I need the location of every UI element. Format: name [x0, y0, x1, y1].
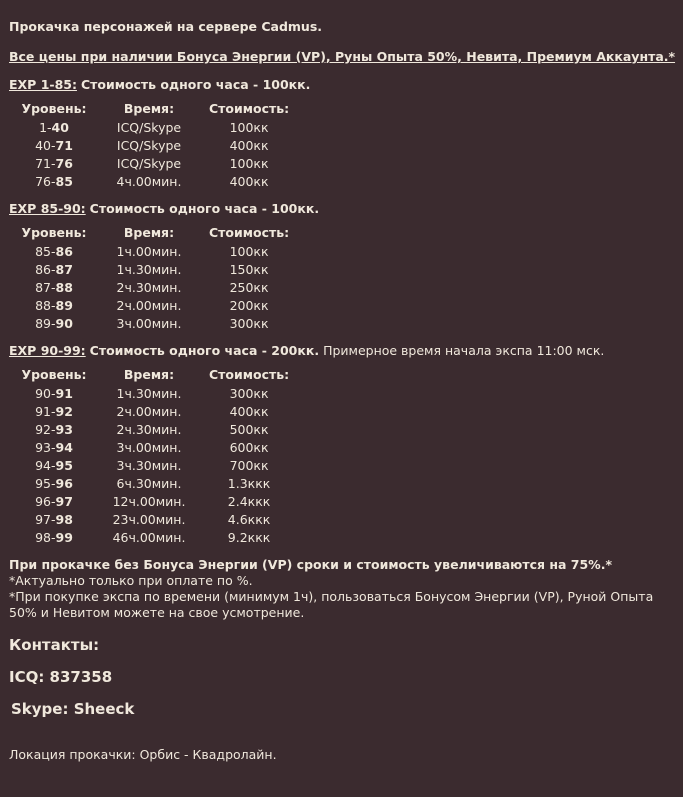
start-time-note: Примерное время начала экспа 11:00 мск. — [323, 343, 605, 358]
section-heading — [9, 342, 679, 360]
level-to: 86 — [55, 243, 73, 259]
cost-cell: 4.6ккк — [227, 511, 271, 527]
table-header-row — [19, 364, 289, 384]
duration-cell: 2ч.30мин. — [116, 421, 182, 437]
cost-cell: 100кк — [229, 155, 269, 171]
cost-cell: 1.3ккк — [227, 475, 271, 491]
note-time-purchase: *При покупке экспа по времени (минимум 1ч), пользоваться Бонусом Энергии (VP), Руной Опыта 50% и Невитом можете на свое усмотрение. — [9, 589, 654, 620]
price-table — [19, 222, 289, 332]
level-column-header: Уровень: — [21, 100, 87, 116]
level-from: 76- — [35, 173, 56, 189]
level-to: 92 — [55, 403, 73, 419]
duration-cell: 3ч.00мин. — [116, 315, 182, 331]
table-row — [19, 456, 289, 474]
duration-cell: 1ч.30мин. — [116, 261, 182, 277]
cost-column-header: Стоимость: — [209, 100, 290, 116]
duration-cell: 2ч.00мин. — [116, 403, 182, 419]
cost-cell: 400кк — [229, 173, 269, 189]
price-conditions-notice: Все цены при наличии Бонуса Энергии (VP), Руны Опыта 50%, Невита, Премиум Аккаунта.* — [9, 49, 676, 64]
cost-cell: 2.4ккк — [227, 493, 271, 509]
level-from: 85- — [35, 243, 56, 259]
leveling-location: Локация прокачки: Орбис - Квадролайн. — [9, 747, 277, 762]
no-bonus-warning: При прокачке без Бонуса Энергии (VP) сроки и стоимость увеличиваются на 75%.* — [9, 557, 612, 572]
level-range-cell — [19, 492, 89, 510]
duration-cell: ICQ/Skype — [116, 137, 182, 153]
table-row — [19, 314, 289, 332]
table-row — [19, 474, 289, 492]
table-row — [19, 172, 289, 190]
table-row — [19, 296, 289, 314]
cost-cell: 9.2ккк — [227, 529, 271, 545]
table-row — [19, 278, 289, 296]
note-percent-payment: *Актуально только при оплате по %. — [9, 573, 253, 588]
level-from: 71- — [35, 155, 56, 171]
level-to: 89 — [55, 297, 73, 313]
level-from: 95- — [35, 475, 56, 491]
table-header-row — [19, 98, 289, 118]
level-from: 92- — [35, 421, 56, 437]
level-range-cell — [19, 402, 89, 420]
level-to: 85 — [55, 173, 73, 189]
section-heading — [9, 200, 679, 218]
level-range-cell — [19, 438, 89, 456]
duration-cell: ICQ/Skype — [116, 155, 182, 171]
level-from: 94- — [35, 457, 56, 473]
time-column-header: Время: — [123, 366, 175, 382]
duration-cell: 6ч.30мин. — [116, 475, 182, 491]
level-from: 93- — [35, 439, 56, 455]
level-range-cell — [19, 528, 89, 546]
level-to: 90 — [55, 315, 73, 331]
level-column-header: Уровень: — [21, 366, 87, 382]
level-range-cell — [19, 474, 89, 492]
contacts-heading: Контакты: — [9, 636, 100, 654]
level-range-cell — [19, 510, 89, 528]
level-from: 87- — [35, 279, 56, 295]
cost-cell: 500кк — [229, 421, 269, 437]
hourly-price: Стоимость одного часа - 100кк. — [89, 201, 320, 216]
table-row — [19, 118, 289, 136]
section-heading — [9, 76, 679, 94]
table-row — [19, 438, 289, 456]
level-range-cell — [19, 172, 89, 190]
level-range-cell — [19, 118, 89, 136]
table-row — [19, 402, 289, 420]
cost-cell: 400кк — [229, 403, 269, 419]
level-from: 86- — [35, 261, 56, 277]
duration-cell: 2ч.30мин. — [116, 279, 182, 295]
level-range-cell — [19, 420, 89, 438]
duration-cell: 3ч.30мин. — [116, 457, 182, 473]
duration-cell: 23ч.00мин. — [112, 511, 186, 527]
cost-cell: 400кк — [229, 137, 269, 153]
level-to: 99 — [55, 529, 73, 545]
level-to: 71 — [55, 137, 73, 153]
level-column-header: Уровень: — [21, 224, 87, 240]
table-row — [19, 510, 289, 528]
level-to: 76 — [55, 155, 73, 171]
icq-contact: ICQ: 837358 — [9, 668, 113, 686]
table-row — [19, 528, 289, 546]
cost-column-header: Стоимость: — [209, 224, 290, 240]
level-range-cell — [19, 296, 89, 314]
level-to: 91 — [55, 385, 73, 401]
level-range-cell — [19, 136, 89, 154]
table-header-row — [19, 222, 289, 242]
price-table — [19, 364, 289, 546]
hourly-price: Стоимость одного часа - 100кк. — [80, 77, 311, 92]
level-range-cell — [19, 278, 89, 296]
leveling-price-list — [9, 18, 679, 763]
table-row — [19, 384, 289, 402]
duration-cell: 3ч.00мин. — [116, 439, 182, 455]
level-to: 93 — [55, 421, 73, 437]
table-row — [19, 136, 289, 154]
exp-range-label: EXP 1-85: — [9, 77, 77, 92]
table-row — [19, 420, 289, 438]
level-to: 97 — [55, 493, 73, 509]
level-to: 96 — [55, 475, 73, 491]
level-range-cell — [19, 260, 89, 278]
time-column-header: Время: — [123, 224, 175, 240]
level-from: 97- — [35, 511, 56, 527]
level-from: 91- — [35, 403, 56, 419]
level-from: 88- — [35, 297, 56, 313]
duration-cell: 12ч.00мин. — [112, 493, 186, 509]
cost-cell: 600кк — [229, 439, 269, 455]
level-from: 98- — [35, 529, 56, 545]
level-to: 98 — [55, 511, 73, 527]
cost-cell: 250кк — [229, 279, 269, 295]
exp-range-label: EXP 85-90: — [9, 201, 86, 216]
duration-cell: 1ч.30мин. — [116, 385, 182, 401]
table-row — [19, 242, 289, 260]
level-to: 40 — [51, 119, 69, 135]
level-from: 1- — [39, 119, 52, 135]
cost-cell: 150кк — [229, 261, 269, 277]
level-to: 95 — [55, 457, 73, 473]
level-range-cell — [19, 154, 89, 172]
duration-cell: 46ч.00мин. — [112, 529, 186, 545]
level-from: 40- — [35, 137, 56, 153]
level-range-cell — [19, 242, 89, 260]
level-range-cell — [19, 456, 89, 474]
duration-cell: ICQ/Skype — [116, 119, 182, 135]
exp-range-label: EXP 90-99: — [9, 343, 86, 358]
price-sections — [9, 76, 679, 546]
level-to: 88 — [55, 279, 73, 295]
time-column-header: Время: — [123, 100, 175, 116]
duration-cell: 4ч.00мин. — [116, 173, 182, 189]
level-to: 94 — [55, 439, 73, 455]
level-to: 87 — [55, 261, 73, 277]
level-from: 96- — [35, 493, 56, 509]
table-row — [19, 492, 289, 510]
cost-cell: 700кк — [229, 457, 269, 473]
table-row — [19, 260, 289, 278]
duration-cell: 2ч.00мин. — [116, 297, 182, 313]
skype-contact: Skype: Sheeck — [11, 700, 135, 718]
level-from: 89- — [35, 315, 56, 331]
cost-column-header: Стоимость: — [209, 366, 290, 382]
hourly-price: Стоимость одного часа - 200кк. — [89, 343, 320, 358]
level-from: 90- — [35, 385, 56, 401]
level-range-cell — [19, 314, 89, 332]
cost-cell: 100кк — [229, 119, 269, 135]
page-title: Прокачка персонажей на сервере Cadmus. — [9, 19, 323, 34]
cost-cell: 200кк — [229, 297, 269, 313]
cost-cell: 300кк — [229, 315, 269, 331]
duration-cell: 1ч.00мин. — [116, 243, 182, 259]
table-row — [19, 154, 289, 172]
cost-cell: 100кк — [229, 243, 269, 259]
price-table — [19, 98, 289, 190]
cost-cell: 300кк — [229, 385, 269, 401]
level-range-cell — [19, 384, 89, 402]
